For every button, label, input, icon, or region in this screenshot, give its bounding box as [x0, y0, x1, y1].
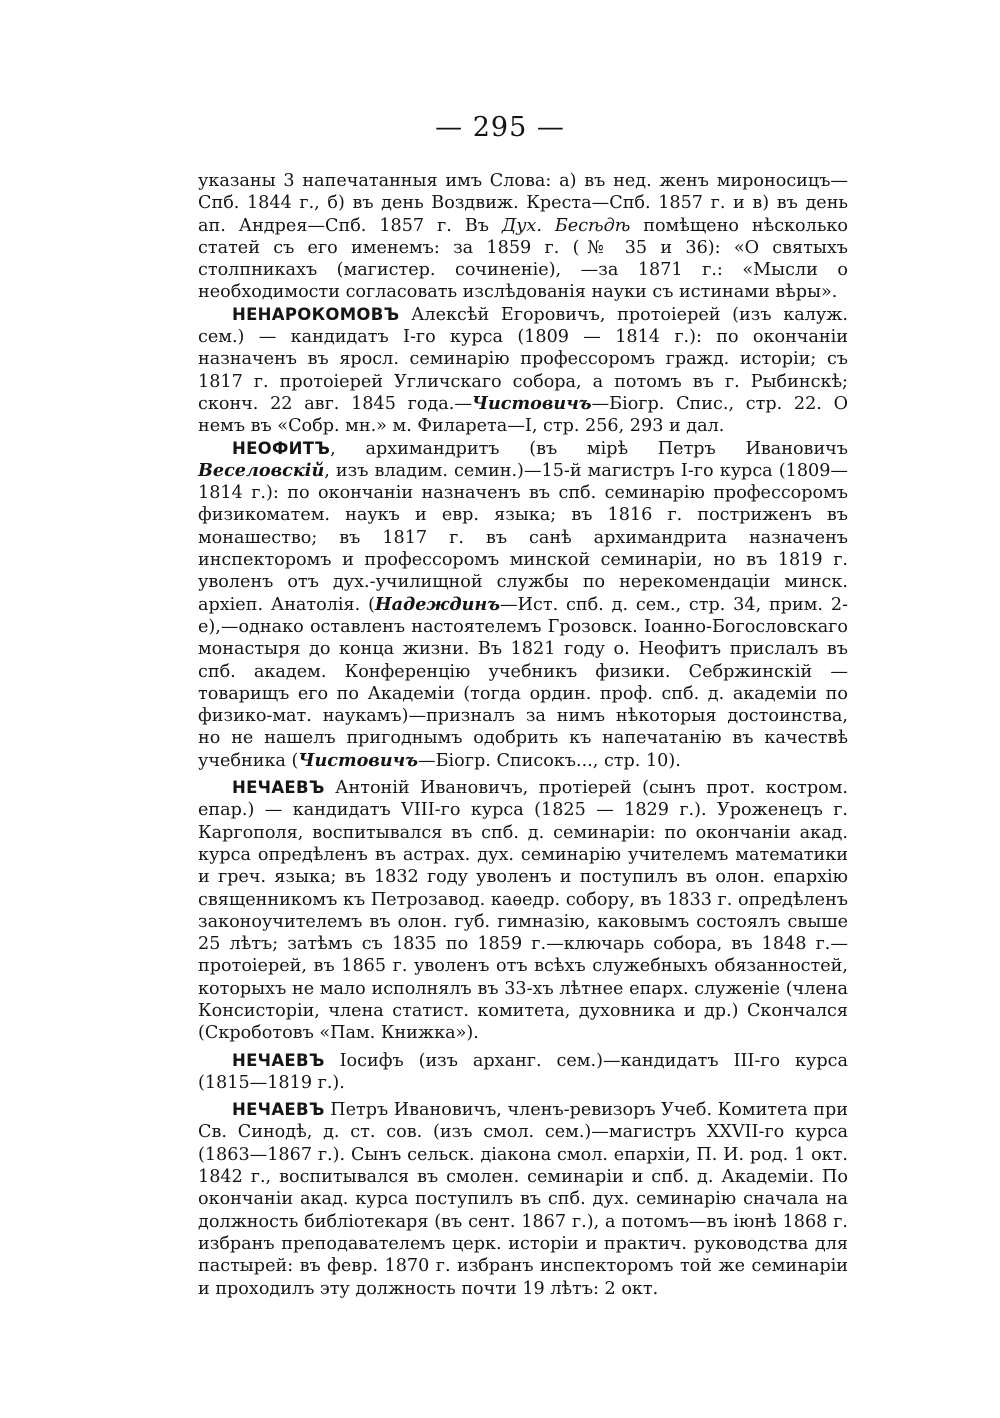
continuation-text-2: помѣщено нѣсколько статей съ его именемъ: за 1859 г. (№ 35 и 36): «О святыхъ столпникахъ (магистер. сочиненіе), —за 1871 г.: «Мысли о необходимости согласовать изслѣдованія науки съ истинами вѣры».: [198, 215, 848, 303]
entry-headword: НЕЧАЕВЪ: [232, 1100, 325, 1120]
entry-text-4: —Біогр. Списокъ..., стр. 10).: [418, 750, 681, 771]
entry-nechaev-antoniy: [198, 777, 848, 1045]
entry-text: Іосифъ (изъ арханг. сем.)—кандидатъ III-го курса (1815—1819 г.).: [198, 1050, 848, 1093]
entry-neofit: [198, 438, 848, 772]
page-body: [198, 170, 848, 1300]
continuation-paragraph: [198, 170, 848, 304]
journal-title: Дух. Бесѣдѣ: [501, 215, 631, 236]
entry-text: Алексѣй Егоровичъ, протоіерей (изъ калуж. сем.) — кандидатъ I-го курса (1809 — 1814 г.): по окончаніи назначенъ въ яросл. семинарію профессоромъ гражд. исторіи; съ 1817 г. протоіерей Угличскаго собора, а потомъ въ г. Рыбинскѣ; сконч. 22 авг. 1845 года.—: [198, 304, 848, 414]
entry-nechaev-iosif: [198, 1050, 848, 1095]
entry-headword: НЕНАРОКОМОВЪ: [232, 304, 400, 324]
entry-source-author: Чистовичъ: [471, 392, 592, 414]
entry-text: , архимандритъ (въ мірѣ Петръ Ивановичъ: [330, 438, 848, 459]
entry-text-3: —Ист. спб. д. сем., стр. 34, прим. 2-е),—однако оставленъ настоятелемъ Грозовск. Іоанно-Богословскаго монастыря до конца жизни. Въ 1821 году о. Неофитъ прислалъ въ спб. академ. Конференцію учебникъ физики. Себржинскій — товарищъ его по Академіи (тогда ордин. проф. спб. д. академіи по физико-мат. наукамъ)—призналъ за нимъ нѣкоторыя достоинства, но не нашелъ пригоднымъ одобрить къ напечатанію въ качествѣ учебника (: [198, 594, 848, 771]
entry-nenarokomov: [198, 304, 848, 438]
entry-headword: НЕОФИТЪ: [232, 438, 331, 458]
entry-headword: НЕЧАЕВЪ: [232, 778, 325, 798]
entry-text: Антоній Ивановичъ, протіерей (сынъ прот. костром. епар.) — кандидатъ VIII-го курса (1825 — 1829 г.). Уроженецъ г. Каргополя, воспитывался въ спб. д. семинаріи: по окончаніи акад. курса опредѣленъ въ астрах. дух. семинарію учителемъ математики и греч. языка; въ 1832 году уволенъ и поступилъ въ олон. епархію священникомъ къ Петрозавод. каѳедр. собору, въ 1833 г. опредѣленъ законоучителемъ въ олон. губ. гимназію, каковымъ состоялъ свыше 25 лѣтъ; затѣмъ съ 1835 по 1859 г.—ключарь собора, въ 1848 г.—протоіерей, въ 1865 г. уволенъ отъ всѣхъ служебныхъ обязанностей, которыхъ не мало исполнялъ въ 33-хъ лѣтнее епарх. служеніе (члена Консисторіи, члена статист. комитета, духовника и др.) Скончался (Скроботовъ «Пам. Книжка»).: [198, 778, 848, 1044]
entry-source-author-2: Чистовичъ: [298, 749, 419, 771]
entry-text: Петръ Ивановичъ, членъ-ревизоръ Учеб. Комитета при Св. Синодѣ, д. ст. сов. (изъ смол. сем.)—магистръ XXVII-го курса (1863—1867 г.). Сынъ сельск. діакона смол. епархіи, П. И. род. 1 окт. 1842 г., воспитывался въ смолен. семинаріи и спб. д. Академіи. По окончаніи акад. курса поступилъ въ спб. дух. семинарію сначала на должность библіотекаря (въ сент. 1867 г.), а потомъ—въ іюнѣ 1868 г. избранъ преподавателемъ церк. исторіи и практич. руководства для пастырей: въ февр. 1870 г. избранъ инспекторомъ той же семинаріи и проходилъ эту должность почти 19 лѣтъ: 2 окт.: [198, 1100, 848, 1299]
entry-text-2: —Біогр. Спис., стр. 22. О немъ въ «Собр. мн.» м. Филарета—I, стр. 256, 293 и дал.: [198, 393, 849, 437]
entry-source-author: Надеждинъ: [374, 593, 501, 615]
continuation-text: указаны 3 напечатанныя имъ Слова: а) въ нед. женъ мироносицъ—Спб. 1844 г., б) въ день Воздвиж. Креста—Спб. 1857 г. и в) въ день ап. Андрея—Спб. 1857 г. Въ: [198, 171, 848, 236]
entry-headword: НЕЧАЕВЪ: [232, 1050, 325, 1070]
entry-nechaev-petr: [198, 1099, 848, 1300]
page-number: — 295 —: [435, 112, 565, 143]
entry-text-2: , изъ владим. семин.)—15-й магистръ I-го курса (1809—1814 г.): по окончаніи назначенъ въ спб. семинарію профессоромъ физикоматем. наукъ и евр. языка; въ 1816 г. постриженъ въ монашество; въ 1817 г. въ санѣ архимандрита назначенъ инспекторомъ и профессоромъ минской семинаріи, но въ 1819 г. уволенъ отъ дух.-училищной службы по нерекомендаціи минск. архіеп. Анатолія. (: [198, 460, 848, 615]
entry-lay-surname: Веселовскій: [198, 459, 325, 481]
